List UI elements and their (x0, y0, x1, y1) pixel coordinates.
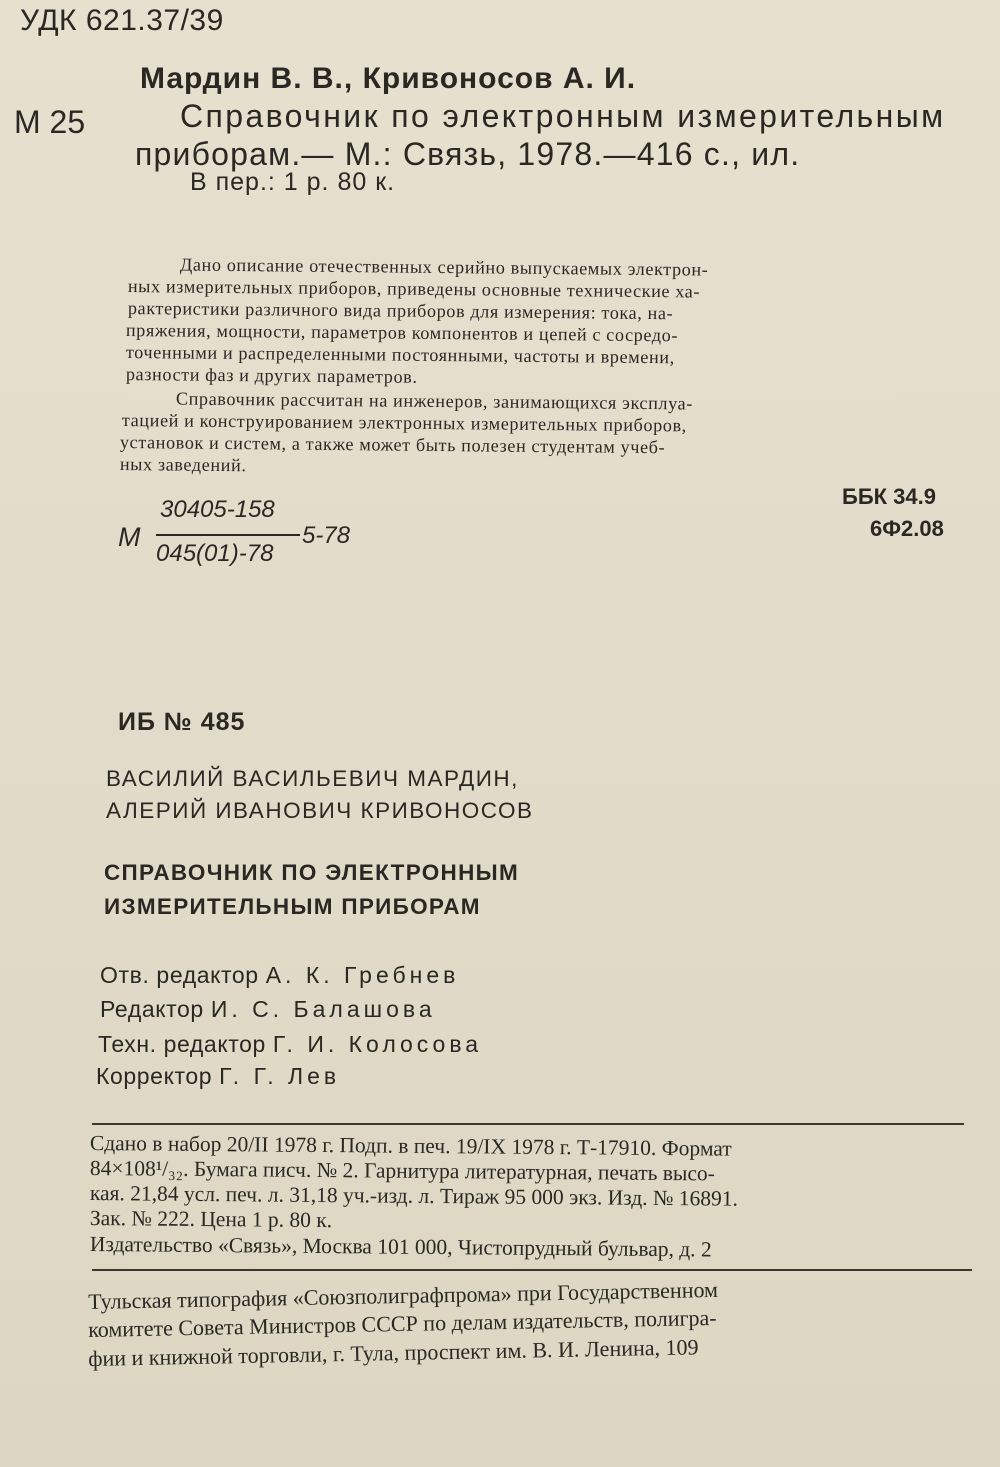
print-info-line: Сдано в набор 20/II 1978 г. Подп. в печ. 19/IX 1978 г. Т-17910. Формат (89, 1131, 732, 1161)
credit-line (100, 962, 459, 989)
divider-rule (92, 1269, 972, 1271)
book-title-line-1: СПРАВОЧНИК ПО ЭЛЕКТРОННЫМ (104, 860, 519, 885)
abstract-line: Дано описание отечественных серийно выпускаемых электрон- (179, 254, 709, 280)
print-info-line: Издательство «Связь», Москва 101 000, Чистопрудный бульвар, д. 2 (89, 1232, 712, 1262)
udk-code: УДК 621.37/39 (20, 4, 224, 37)
credit-name: А. К. Гребнев (265, 962, 460, 988)
abstract-line: пряжения, мощности, параметров компонентов и цепей с сосредо- (125, 320, 679, 346)
credit-name: И. С. Балашова (210, 996, 436, 1022)
index-numerator: 30405-158 (160, 496, 275, 523)
book-title-line-2: ИЗМЕРИТЕЛЬНЫМ ПРИБОРАМ (104, 894, 481, 919)
abstract-line: Справочник рассчитан на инженеров, занимающихся эксплуа- (175, 388, 694, 414)
fraction-line (156, 534, 300, 536)
credit-line (96, 1063, 340, 1090)
index-letter: М (118, 522, 141, 552)
print-info-line: кая. 21,84 усл. печ. л. 31,18 уч.-изд. л. Тираж 95 000 экз. Изд. № 16891. (89, 1181, 739, 1211)
print-info-line: 84×108¹/₃₂. Бумага писч. № 2. Гарнитура литературная, печать высо- (89, 1156, 716, 1186)
credit-role: Техн. редактор (98, 1031, 266, 1057)
abstract-line: ных заведений. (119, 454, 247, 476)
credit-line (98, 1031, 482, 1058)
index-denominator: 045(01)-78 (156, 540, 274, 567)
bbk-code: ББК 34.9 (842, 484, 936, 509)
index-suffix: 5-78 (302, 522, 351, 549)
credit-name: Г. И. Колосова (272, 1031, 483, 1057)
abstract-line: установок и систем, а также может быть полезен студентам учеб- (119, 432, 666, 458)
abstract-line: ных измерительных приборов, приведены основные технические ха- (127, 276, 701, 302)
printer-line: комитете Совета Министров СССР по делам издательств, полигра- (87, 1304, 717, 1342)
abstract-line: разности фаз и других параметров. (125, 364, 418, 387)
print-info-line: Зак. № 222. Цена 1 р. 80 к. (89, 1206, 333, 1233)
abstract-line: тацией и конструированием электронных измерительных приборов, (121, 410, 687, 436)
divider-rule (92, 1123, 964, 1125)
author-mark: М 25 (14, 104, 86, 140)
credit-name: Г. Г. Лев (219, 1063, 341, 1089)
authors-line: Мардин В. В., Кривоносов А. И. (140, 62, 637, 95)
ib-number: ИБ № 485 (118, 708, 246, 736)
printer-line: Тульская типография «Союзполиграфпрома» при Государственном (87, 1276, 719, 1314)
bbk-subcode: 6Ф2.08 (870, 516, 944, 541)
credit-line (100, 996, 436, 1023)
credit-role: Редактор (100, 996, 204, 1022)
author-full-name-1: ВАСИЛИЙ ВАСИЛЬЕВИЧ МАРДИН, (106, 766, 519, 791)
credit-role: Корректор (96, 1063, 213, 1089)
credit-role: Отв. редактор (100, 962, 259, 988)
author-full-name-2: АЛЕРИЙ ИВАНОВИЧ КРИВОНОСОВ (106, 798, 534, 823)
abstract-line: рактеристики различного вида приборов для измерения: тока, на- (127, 298, 674, 324)
title-line-2: приборам.— М.: Связь, 1978.—416 с., ил. (135, 136, 801, 172)
printer-line: фии и книжной торговли, г. Тула, проспект им. В. И. Ленина, 109 (87, 1334, 699, 1371)
title-line-1: Справочник по электронным измерительным (180, 98, 946, 134)
abstract-line: точенными и распределенными постоянными, частоты и времени, (125, 342, 675, 368)
price-line: В пер.: 1 р. 80 к. (190, 168, 396, 196)
